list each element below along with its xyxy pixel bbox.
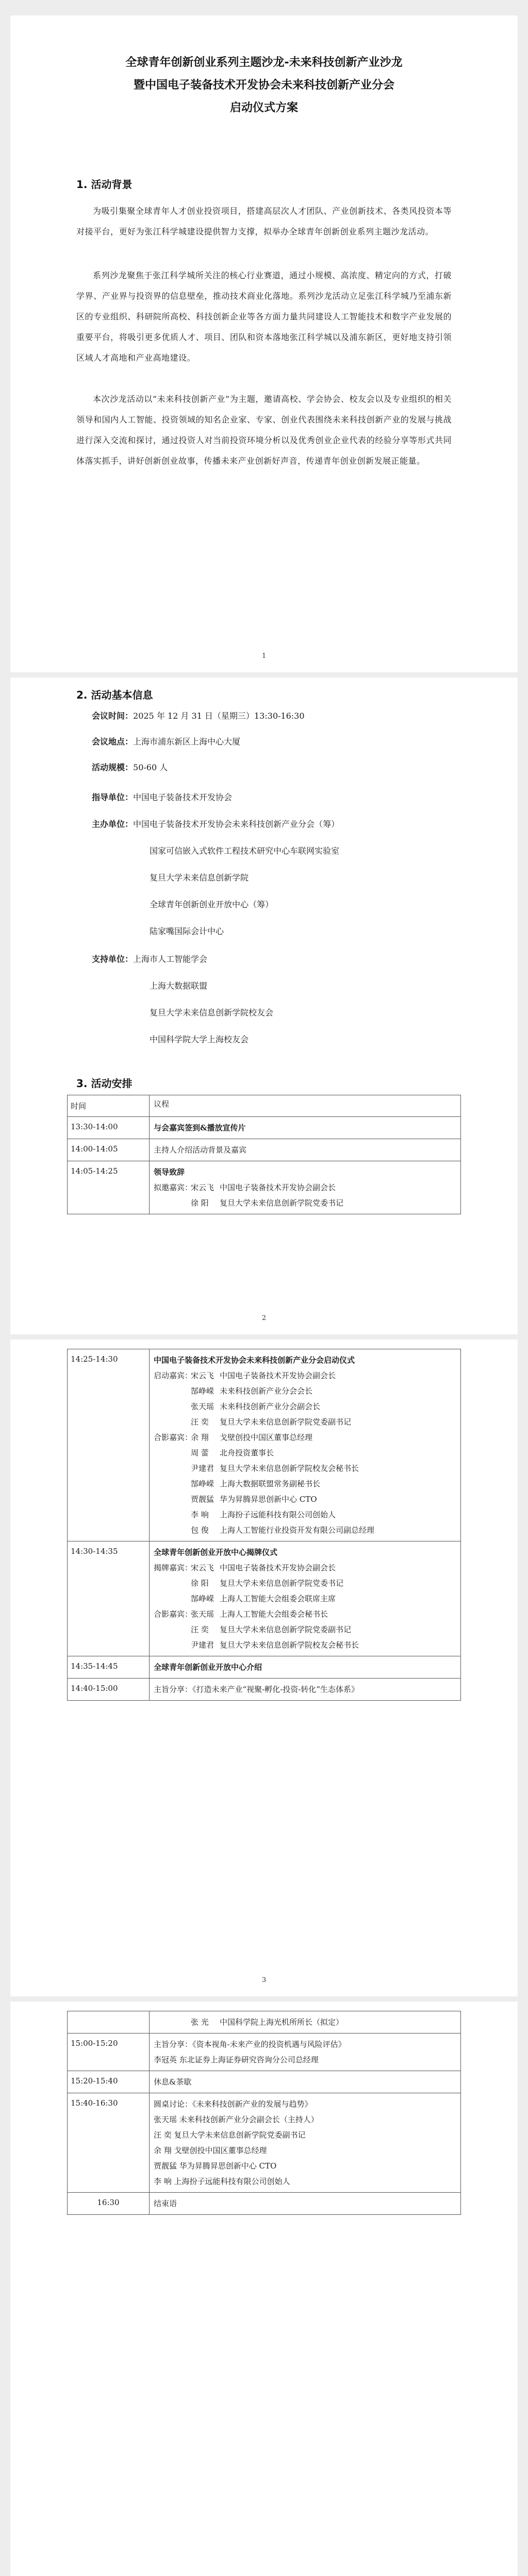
section-heading-background: 1. 活动背景 (76, 178, 133, 191)
guest-name: 汪 奕 (191, 1625, 209, 1634)
background-paragraph-3: 本次沙龙活动以“未来科技创新产业”为主题，邀请高校、学会协会、校友会以及专业组织的相关领导和国内人工智能、投资领域的知名企业家、专家、创业代表围绕未来科技创新产业的发展与挑战进行深入交流和探讨，通过投资人对当前投资环境分析以及优秀创业企业代表的经验分享等形式共同体落实抓手，讲好创新创业故事，传播未来产业创新好声音，传递青年创业创新发展正能量。 (76, 394, 452, 466)
agenda-item-text: 张天瑶 未来科技创新产业分会副会长（主持人） (154, 2115, 319, 2124)
guest-title: 北舟投资董事长 (220, 1448, 274, 1458)
support-unit-item: 中国科学院大学上海校友会 (150, 1035, 249, 1044)
guest-name: 贾靓猛 (191, 1495, 214, 1504)
guest-title: 复旦大学未来信息创新学院校友会秘书长 (220, 1640, 359, 1650)
document-page-2 (10, 677, 518, 1334)
schedule-agenda-cell (150, 2033, 461, 2071)
guest-line (154, 1492, 456, 1507)
schedule-time-cell: 14:40-15:00 (68, 1679, 150, 1701)
table-row (68, 1117, 461, 1139)
guest-title: 未来科技创新产业分会副会长 (220, 1402, 321, 1411)
title-line-2: 暨中国电子装备技术开发协会未来科技创新产业分会 (133, 79, 394, 92)
info-meeting-place (92, 734, 463, 750)
guest-line (154, 1383, 456, 1399)
info-value: 50-60 人 (133, 762, 168, 772)
guest-line (154, 1195, 456, 1211)
schedule-agenda-cell (150, 1679, 461, 1701)
info-meeting-time (92, 708, 463, 724)
schedule-time-cell: 16:30 (68, 2193, 150, 2215)
guest-line (154, 1430, 456, 1445)
info-guide-unit (92, 790, 463, 805)
info-host-unit (92, 817, 463, 832)
guest-line (154, 1637, 456, 1653)
guest-line (154, 1507, 456, 1522)
background-paragraph-1: 为吸引集聚全球青年人才创业投资项目，搭建高层次人才团队、产业创新技术、各类风投资本等对接平台，更好为张江科学城建设提供智力支撑，拟举办全球青年创新创业系列主题沙龙活动。 (76, 206, 452, 236)
column-header-agenda: 议程 (150, 1095, 461, 1117)
document-title (10, 52, 518, 120)
info-label: 会议时间： (92, 711, 134, 721)
schedule-time-cell: 14:30-14:35 (68, 1541, 150, 1656)
guest-name: 徐 阳 (191, 1579, 209, 1588)
page-number: 1 (261, 652, 267, 660)
schedule-agenda-cell (150, 2071, 461, 2093)
guest-role: 启动嘉宾： (154, 1371, 193, 1380)
schedule-agenda-cell (150, 1541, 461, 1656)
guest-title: 复旦大学未来信息创新学院党委副书记 (220, 1625, 352, 1634)
agenda-item-text: 主旨分享：《打造未来产业“视聚-孵化-投资-转化”生态体系》 (154, 1685, 359, 1694)
table-row (68, 1139, 461, 1161)
schedule-agenda-cell (150, 2093, 461, 2193)
guest-name: 汪 奕 (191, 1417, 209, 1427)
host-unit-item: 陆家嘴国际会计中心 (150, 926, 224, 936)
schedule-agenda-cell (150, 1117, 461, 1139)
table-row (68, 1541, 461, 1656)
schedule-time-cell: 14:35-14:45 (68, 1656, 150, 1679)
info-value: 中国电子装备技术开发协会 (133, 792, 233, 802)
info-value: 2025 年 12 月 31 日（星期三）13:30-16:30 (133, 711, 305, 721)
guest-title: 复旦大学未来信息创新学院党委书记 (220, 1198, 344, 1208)
background-paragraph-2: 系列沙龙聚焦于张江科学城所关注的核心行业赛道，通过小规模、高浓度、精定向的方式，打破学界、产业界与投资界的信息壁垒，推动技术商业化落地。系列沙龙活动立足张江科学城乃至浦东新区的专业组织、科研院所高校、科技创新企业等各方面力量共同建设人工智能技术和数字产业发展的重要平台，将吸引更多优质人才、项目、团队和资本落地张江科学城以及浦东新区，更好地支持引领区域人才高地和产业高地建设。 (76, 270, 452, 363)
info-support-unit (92, 952, 463, 967)
guest-title: 未来科技创新产业分会会长 (220, 1386, 313, 1396)
document-page-1 (10, 15, 518, 672)
guest-name: 张 光 (191, 2018, 209, 2027)
page-number: 3 (261, 1976, 267, 1984)
guest-name: 徐 阳 (191, 1198, 209, 1208)
agenda-item-text: 李冠英 东北证券上海证券研究咨询分公司总经理 (154, 2055, 319, 2064)
agenda-item-text: 休息&茶歇 (154, 2077, 192, 2087)
guest-title: 复旦大学未来信息创新学院党委副书记 (220, 1417, 352, 1427)
schedule-time-cell: 15:40-16:30 (68, 2093, 150, 2193)
table-row (68, 2033, 461, 2071)
schedule-time-cell: 15:00-15:20 (68, 2033, 150, 2071)
title-line-3: 启动仪式方案 (229, 101, 298, 114)
guest-line (154, 1368, 456, 1383)
schedule-time-cell: 13:30-14:00 (68, 1117, 150, 1139)
guest-line (154, 1622, 456, 1637)
agenda-item-title: 中国电子装备技术开发协会未来科技创新产业分会启动仪式 (154, 1355, 355, 1365)
support-unit-item: 复旦大学未来信息创新学院校友会 (150, 1008, 274, 1018)
agenda-item-title: 与会嘉宾签到&播放宣传片 (154, 1123, 246, 1132)
info-label: 指导单位： (92, 792, 134, 802)
guest-name: 郜峥嵘 (191, 1479, 214, 1488)
guest-line (154, 1560, 456, 1575)
schedule-agenda-cell (150, 1139, 461, 1161)
guest-line (154, 1575, 456, 1591)
section-heading-basic-info: 2. 活动基本信息 (76, 689, 153, 701)
guest-title: 中国科学院上海光机所所长（拟定） (220, 2018, 344, 2027)
guest-role: 合影嘉宾： (154, 1609, 193, 1619)
agenda-item-text: 圆桌讨论：《未来科技创新产业的发展与趋势》 (154, 2099, 312, 2109)
agenda-item-title: 领导致辞 (154, 1167, 185, 1177)
table-row (68, 1349, 461, 1541)
guest-name: 尹建君 (191, 1464, 214, 1473)
guest-name: 宋云飞 (191, 1371, 214, 1380)
schedule-time-cell: 14:05-14:25 (68, 1161, 150, 1214)
agenda-item-text: 余 翔 戈壁创投中国区董事总经理 (154, 2146, 267, 2155)
guest-name: 尹建君 (191, 1640, 214, 1650)
table-row (68, 1656, 461, 1679)
schedule-time-cell: 14:25-14:30 (68, 1349, 150, 1541)
host-unit-item: 国家可信嵌入式软件工程技术研究中心车联网实验室 (150, 846, 340, 856)
agenda-item-text: 汪 奕 复旦大学未来信息创新学院党委副书记 (154, 2130, 306, 2140)
table-row (68, 2093, 461, 2193)
guest-name: 李 响 (191, 1510, 209, 1519)
guest-title: 复旦大学未来信息创新学院校友会秘书长 (220, 1464, 359, 1473)
host-unit-item: 全球青年创新创业开放中心（筹） (150, 900, 274, 909)
guest-line (154, 1445, 456, 1461)
support-unit-item: 上海大数据联盟 (150, 981, 208, 991)
guest-title: 戈壁创投中国区董事总经理 (220, 1433, 313, 1442)
schedule-agenda-cell (150, 1656, 461, 1679)
info-label: 会议地点： (92, 737, 134, 747)
guest-line (154, 1461, 456, 1476)
agenda-item-text: 李 响 上海扮子远能科技有限公司创始人 (154, 2177, 290, 2186)
schedule-table-continued (67, 2011, 461, 2215)
guest-title: 华为昇腾昇思创新中心 CTO (220, 1495, 317, 1504)
schedule-agenda-cell (150, 1161, 461, 1214)
schedule-agenda-cell (150, 2193, 461, 2215)
agenda-item-title: 全球青年创新创业开放中心揭牌仪式 (154, 1548, 278, 1557)
guest-title: 中国电子装备技术开发协会副会长 (220, 1183, 336, 1192)
guest-title: 上海人工智能行业投资开发有限公司副总经理 (220, 1526, 375, 1535)
table-row (68, 2193, 461, 2215)
guest-title: 中国电子装备技术开发协会副会长 (220, 1563, 336, 1572)
guest-name: 包 俊 (191, 1526, 209, 1535)
guest-line (154, 1414, 456, 1430)
table-row (68, 1161, 461, 1214)
guest-name: 宋云飞 (191, 1563, 214, 1572)
guest-title: 上海人工智能大会组委会联席主席 (220, 1594, 336, 1603)
document-page-4 (10, 2002, 518, 2576)
guest-role: 合影嘉宾： (154, 1433, 193, 1442)
info-value: 中国电子装备技术开发协会未来科技创新产业分会（筹） (133, 819, 340, 829)
info-event-scale (92, 760, 463, 775)
guest-name: 郜峥嵘 (191, 1386, 214, 1396)
agenda-item-title: 全球青年创新创业开放中心介绍 (154, 1663, 262, 1672)
table-row (68, 2011, 461, 2033)
guest-title: 上海大数据联盟常务副秘书长 (220, 1479, 321, 1488)
guest-title: 中国电子装备技术开发协会副会长 (220, 1371, 336, 1380)
guest-name: 郜峥嵘 (191, 1594, 214, 1603)
table-row (68, 1679, 461, 1701)
guest-name: 张天瑶 (191, 1609, 214, 1619)
table-row (68, 2071, 461, 2093)
guest-line (154, 1399, 456, 1414)
guest-name: 宋云飞 (191, 1183, 214, 1192)
schedule-time-cell (68, 2011, 150, 2033)
guest-role: 揭牌嘉宾： (154, 1563, 193, 1572)
guest-title: 上海人工智能大会组委会秘书长 (220, 1609, 328, 1619)
title-line-1: 全球青年创新创业系列主题沙龙-未来科技创新产业沙龙 (125, 56, 403, 69)
section-heading-schedule: 3. 活动安排 (76, 1077, 133, 1090)
guest-line (154, 1476, 456, 1492)
guest-line (154, 1180, 456, 1195)
schedule-agenda-cell (150, 1349, 461, 1541)
schedule-agenda-cell (150, 2011, 461, 2033)
info-value: 上海市人工智能学会 (133, 954, 208, 964)
guest-line (154, 1606, 456, 1622)
guest-line (154, 1591, 456, 1606)
agenda-item-text: 结束语 (154, 2199, 177, 2208)
agenda-item-text: 主持人介绍活动背景及嘉宾 (154, 1145, 247, 1155)
table-header-row (68, 1095, 461, 1117)
info-label: 主办单位： (92, 819, 134, 829)
guest-name: 张天瑶 (191, 1402, 214, 1411)
info-label: 活动规模： (92, 762, 134, 772)
info-value: 上海市浦东新区上海中心大厦 (133, 737, 241, 747)
schedule-time-cell: 15:20-15:40 (68, 2071, 150, 2093)
guest-line (154, 1522, 456, 1538)
host-unit-item: 复旦大学未来信息创新学院 (150, 873, 249, 883)
schedule-time-cell: 14:00-14:05 (68, 1139, 150, 1161)
info-label: 支持单位： (92, 954, 134, 964)
guest-title: 上海扮子远能科技有限公司创始人 (220, 1510, 336, 1519)
document-page-3 (10, 1340, 518, 1996)
guest-title: 复旦大学未来信息创新学院党委书记 (220, 1579, 344, 1588)
agenda-item-text: 贾靓猛 华为昇腾昇思创新中心 CTO (154, 2161, 277, 2171)
agenda-item-text: 主旨分享：《资本视角-未来产业的投资机遇与风险评估》 (154, 2040, 346, 2049)
page-number: 2 (261, 1314, 267, 1322)
guest-role: 拟邀嘉宾： (154, 1183, 193, 1192)
schedule-table (67, 1095, 461, 1214)
schedule-table-continued (67, 1349, 461, 1701)
guest-line (154, 2014, 456, 2030)
guest-name: 余 翔 (191, 1433, 209, 1442)
guest-name: 周 蕾 (191, 1448, 209, 1458)
column-header-time: 时间 (68, 1095, 150, 1117)
